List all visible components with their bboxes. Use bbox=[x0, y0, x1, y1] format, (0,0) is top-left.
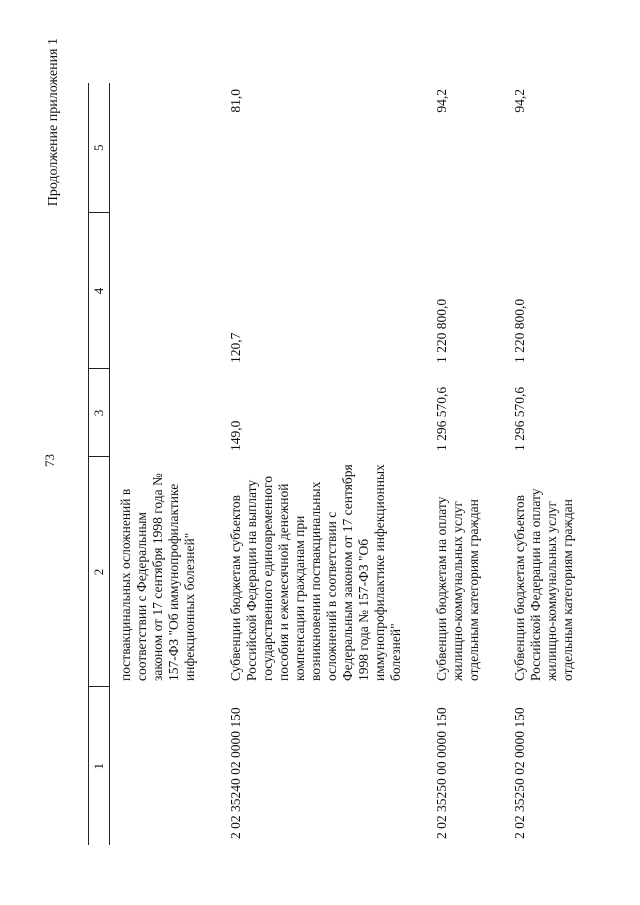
table-row bbox=[214, 83, 420, 845]
value-col5 bbox=[110, 83, 215, 213]
value-col4 bbox=[110, 213, 215, 369]
column-header: 3 bbox=[89, 369, 110, 457]
appendix-note: Продолжение приложения 1 bbox=[46, 38, 61, 207]
value-col5: 81,0 bbox=[228, 89, 243, 113]
column-header: 4 bbox=[89, 213, 110, 369]
value-col4: 1 220 800,0 bbox=[512, 298, 527, 363]
value-col3 bbox=[110, 369, 215, 457]
value-col5: 94,2 bbox=[512, 89, 527, 113]
budget-item-name: Субвенции бюджетам субъектов Российской Федерации на выплату государственного единовременного пособия и ежемесячной денежной компенсации гражданам при возникновении поствакцинальных осложнений в соответствии с Федеральным законом от 17 сентября 1998 года № 157-ФЗ "Об иммунопрофилактике инфекционных болезней" bbox=[228, 464, 403, 681]
table-row bbox=[498, 83, 592, 845]
budget-item-name: Субвенции бюджетам субъектов Российской Федерации на оплату жилищно-коммунальных услуг отдельным категориям граждан bbox=[512, 488, 575, 681]
budget-code: 2 02 35240 02 0000 150 bbox=[228, 707, 243, 839]
budget-code: 2 02 35250 02 0000 150 bbox=[512, 707, 527, 839]
value-col4: 120,7 bbox=[228, 332, 243, 363]
value-col3: 1 296 570,6 bbox=[434, 386, 449, 451]
table-row bbox=[420, 83, 498, 845]
budget-code: 2 02 35250 00 0000 150 bbox=[434, 707, 449, 839]
table-row bbox=[110, 83, 215, 845]
value-col4: 1 220 800,0 bbox=[434, 298, 449, 363]
budget-item-name: поствакцинальных осложнений в соответствии с Федеральным законом от 17 сентября 1998 года № 157-ФЗ "Об иммунопрофилактике инфекционных болезней" bbox=[118, 473, 197, 681]
budget-item-name: Субвенции бюджетам на оплату жилищно-коммунальных услуг отдельным категориям граждан bbox=[434, 496, 481, 681]
budget-code bbox=[110, 687, 215, 845]
column-header: 1 bbox=[89, 687, 110, 845]
column-header: 5 bbox=[89, 83, 110, 213]
value-col5: 94,2 bbox=[434, 89, 449, 113]
budget-table bbox=[88, 83, 592, 845]
page-number: 73 bbox=[42, 454, 57, 467]
table-header-row bbox=[89, 83, 110, 845]
value-col3: 149,0 bbox=[228, 420, 243, 451]
column-header: 2 bbox=[89, 457, 110, 687]
value-col3: 1 296 570,6 bbox=[512, 386, 527, 451]
